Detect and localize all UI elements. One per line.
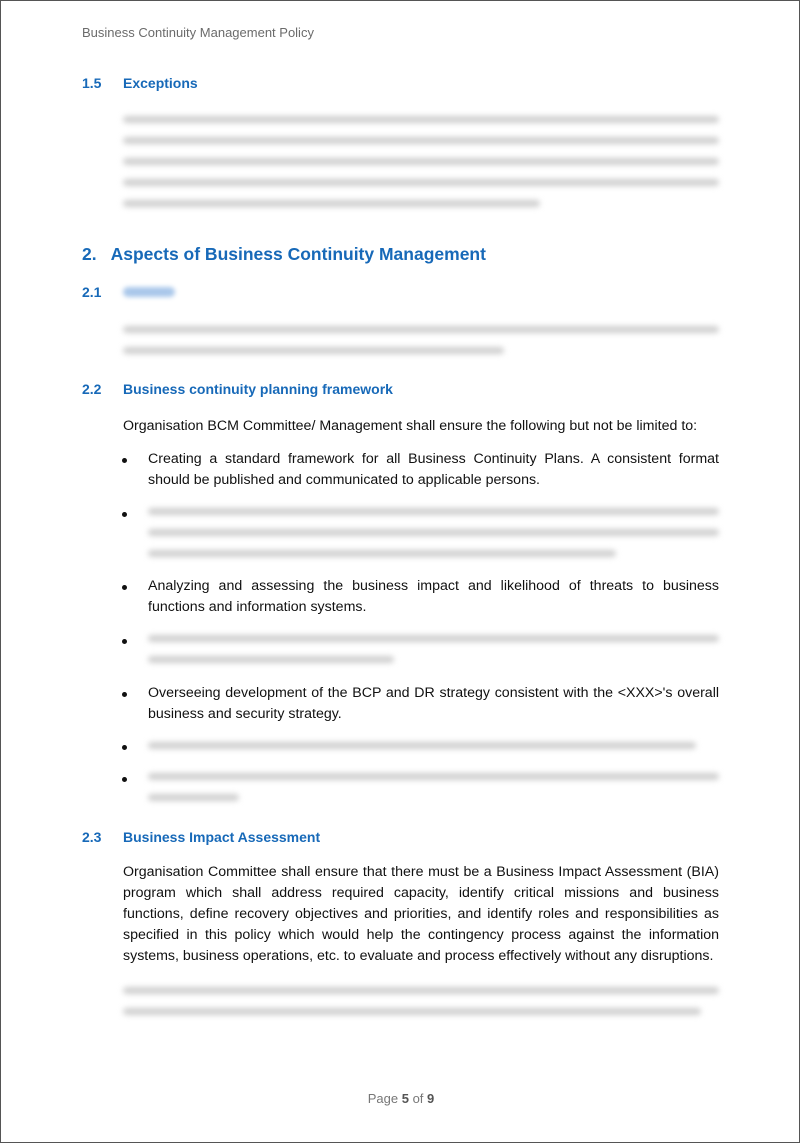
blurred-paragraph: [123, 987, 719, 1029]
blurred-list-item: [148, 508, 719, 571]
section-title: Business continuity planning framework: [123, 381, 393, 397]
section-title: Exceptions: [123, 75, 198, 91]
blurred-list-item: [148, 635, 719, 677]
section-title: Aspects of Business Continuity Management: [110, 244, 486, 264]
page-header: Business Continuity Management Policy: [82, 25, 314, 40]
bullet-icon: [122, 458, 127, 463]
list-item: Creating a standard framework for all Business Continuity Plans. A consistent format should be published and communicated to applicable persons.: [148, 451, 719, 488]
bullet-icon: [122, 692, 127, 697]
section-2-heading: [82, 244, 486, 265]
blurred-list-item: [148, 742, 719, 763]
body-paragraph: Organisation Committee shall ensure that there must be a Business Impact Assessment (BIA) program which shall address required capacity, identify critical missions and business functions, define recovery objectives and priorities, and identify roles and responsibilities as specified in this policy which would help the contingency process against the information systems, business operations, etc. to evaluate and process effectively without any disruptions.: [123, 864, 719, 964]
section-number: 2.: [82, 244, 97, 264]
list-item: Analyzing and assessing the business impact and likelihood of threats to business functions and information systems.: [148, 578, 719, 615]
section-title: Business Impact Assessment: [123, 829, 321, 845]
page-footer: [1, 1091, 800, 1106]
bullet-icon: [122, 745, 127, 750]
bullet-icon: [122, 777, 127, 782]
section-number: 2.1: [82, 284, 102, 300]
bullet-icon: [122, 639, 127, 644]
blurred-paragraph: [123, 326, 719, 368]
bullet-icon: [122, 512, 127, 517]
section-number: 2.2: [82, 381, 102, 397]
blurred-heading: [123, 287, 175, 297]
intro-paragraph: Organisation BCM Committee/ Management shall ensure the following but not be limited to:: [123, 418, 698, 434]
list-item: Overseeing development of the BCP and DR strategy consistent with the <XXX>'s overall business and security strategy.: [148, 685, 719, 722]
page-label: Page: [367, 1091, 399, 1106]
total-pages: 9: [427, 1091, 435, 1106]
current-page: 5: [401, 1091, 409, 1106]
bullet-icon: [122, 585, 127, 590]
blurred-list-item: [148, 773, 719, 815]
blurred-paragraph: [123, 116, 719, 221]
of-label: of: [412, 1091, 424, 1106]
section-number: 2.3: [82, 829, 102, 845]
section-number: 1.5: [82, 75, 102, 91]
